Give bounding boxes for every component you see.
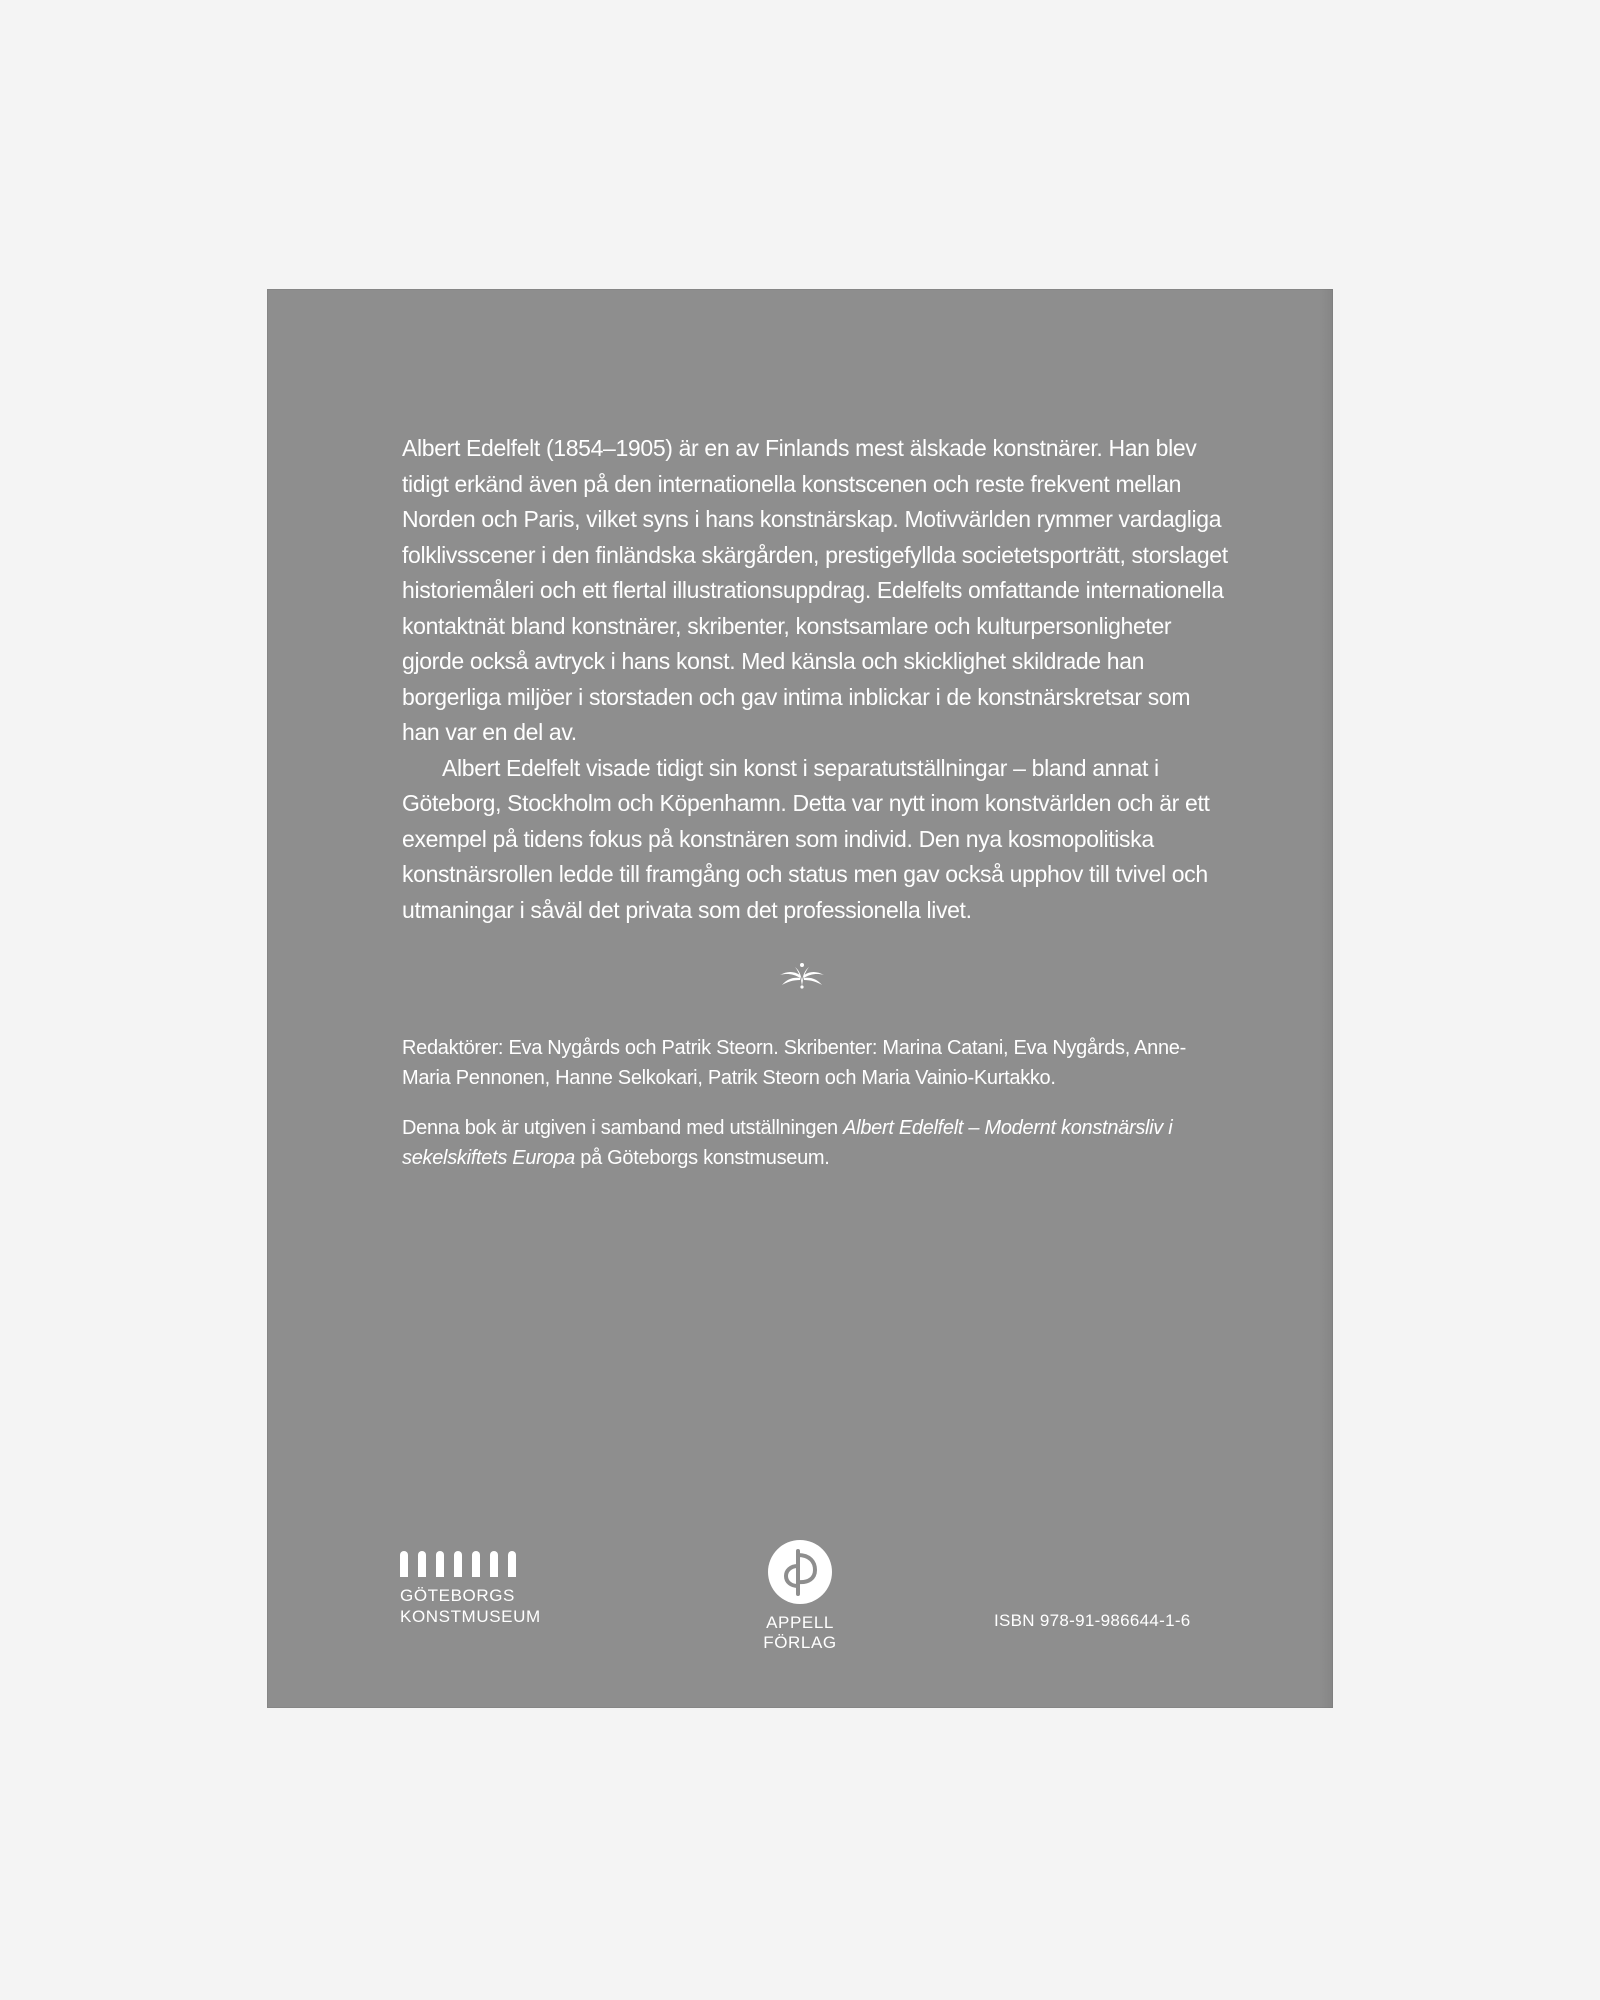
museum-logo bbox=[400, 1551, 580, 1627]
publisher-logo bbox=[730, 1539, 870, 1653]
museum-columns-icon bbox=[400, 1551, 580, 1577]
credits-block bbox=[402, 1033, 1232, 1193]
exhibition-title: Albert Edelfelt – Modernt konstnärsliv i sekelskiftets Europa bbox=[402, 1117, 1173, 1169]
exhibition-note-before: Denna bok är utgiven i samband med utställningen bbox=[402, 1117, 844, 1139]
blurb-paragraph-2: Albert Edelfelt visade tidigt sin konst i separatutställningar – bland annat i Göteborg, Stockholm och Köpenhamn. Detta var nytt inom konstvärlden och är ett exempel på tidens fokus på konstnären som individ. Den nya kosmopolitiska konstnärsrollen ledde till framgång och status men gav också upphov till tvivel och utmaningar i såväl det privata som det professionella livet. bbox=[402, 754, 1210, 923]
floral-ornament-icon bbox=[778, 961, 826, 989]
exhibition-note bbox=[402, 1113, 1232, 1173]
book-back-cover bbox=[267, 289, 1333, 1708]
blurb bbox=[402, 431, 1232, 928]
blurb-paragraph-1: Albert Edelfelt (1854–1905) är en av Finlands mest älskade konstnärer. Han blev tidigt erkänd även på den internationella konstscenen och reste frekvent mellan Norden och Paris, vilket syns i hans konstnärskap. Motivvärlden rymmer vardagliga folklivsscener i den finländska skärgården, prestigefyllda societetsporträtt, storslaget historiemåleri och ett flertal illustrationsuppdrag. Edelfelts omfattande internationella kontaktnät bland konstnärer, skribenter, konstsamlare och kulturpersonligheter gjorde också avtryck i hans konst. Med känsla och skicklighet skildrade han borgerliga miljöer i storstaden och gav intima inblickar i de konstnärskretsar som han var en del av. bbox=[402, 435, 1228, 745]
museum-name-line-1: GÖTEBORGS bbox=[400, 1586, 515, 1605]
editors-credit: Redaktörer: Eva Nygårds och Patrik Steorn. Skribenter: Marina Catani, Eva Nygårds, Anne-Maria Pennonen, Hanne Selkokari, Patrik Steorn och Maria Vainio-Kurtakko. bbox=[402, 1037, 1186, 1089]
museum-name-line-2: KONSTMUSEUM bbox=[400, 1607, 541, 1626]
isbn-number: ISBN 978-91-986644-1-6 bbox=[994, 1611, 1191, 1630]
exhibition-note-after: på Göteborgs konstmuseum. bbox=[574, 1147, 830, 1169]
appell-monogram-icon bbox=[767, 1539, 833, 1605]
publisher-name: APPELL FÖRLAG bbox=[763, 1613, 837, 1652]
